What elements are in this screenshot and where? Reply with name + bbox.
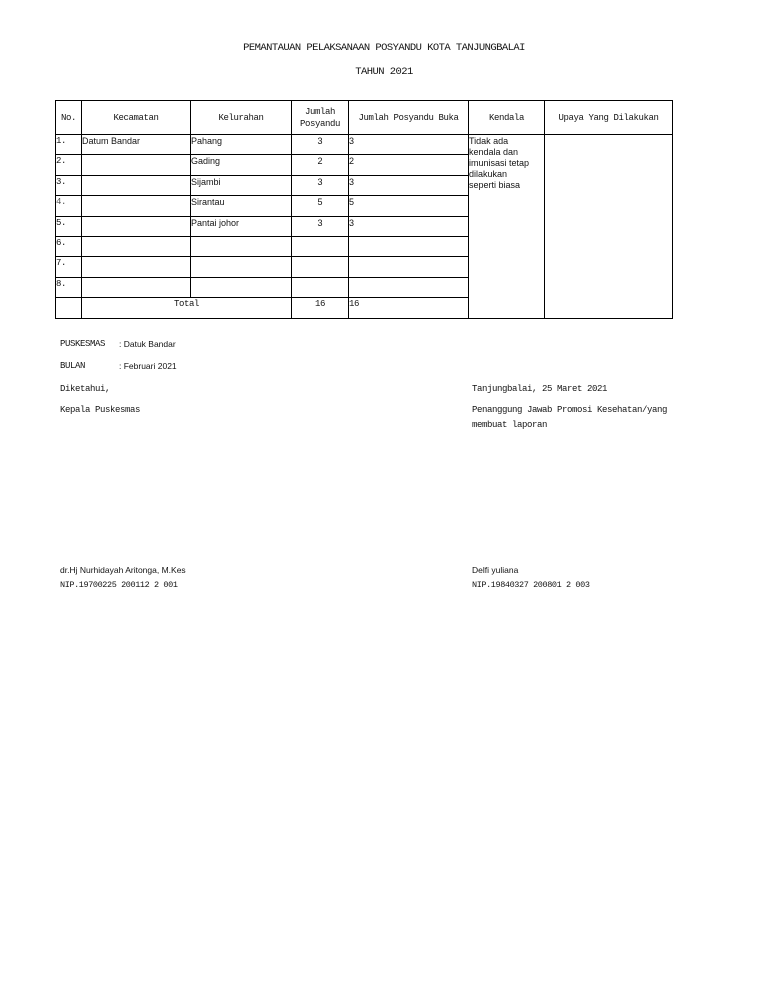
row-number: 1. bbox=[56, 135, 82, 155]
kendala-line: imunisasi tetap bbox=[469, 158, 530, 168]
row-number: 4. bbox=[56, 196, 82, 216]
kelurahan-cell bbox=[191, 257, 292, 277]
header-kendala: Kendala bbox=[469, 101, 545, 135]
row-number: 8. bbox=[56, 277, 82, 297]
header-no: No. bbox=[56, 101, 82, 135]
kecamatan-cell bbox=[82, 196, 191, 216]
total-blank-cell bbox=[56, 298, 82, 318]
right-signatory-nip: NIP.19840327 200801 2 003 bbox=[472, 580, 590, 590]
kelurahan-cell: Sirantau bbox=[191, 196, 292, 216]
total-jumlah-posyandu: 16 bbox=[292, 298, 349, 318]
posyandu-buka-cell: 5 bbox=[349, 196, 469, 216]
document-year: TAHUN 2021 bbox=[355, 66, 413, 78]
row-number: 6. bbox=[56, 236, 82, 256]
jumlah-posyandu-cell bbox=[292, 257, 349, 277]
kecamatan-cell bbox=[82, 277, 191, 297]
kendala-line: dilakukan bbox=[469, 169, 508, 179]
header-kelurahan: Kelurahan bbox=[191, 101, 292, 135]
jumlah-posyandu-cell: 3 bbox=[292, 216, 349, 236]
kendala-line: Tidak ada bbox=[469, 136, 509, 146]
bulan-value: : Februari 2021 bbox=[119, 361, 177, 371]
document-title: PEMANTAUAN PELAKSANAAN POSYANDU KOTA TANJUNGBALAI bbox=[243, 42, 525, 54]
jumlah-posyandu-cell: 3 bbox=[292, 175, 349, 195]
header-posyandu-buka: Jumlah Posyandu Buka bbox=[349, 101, 469, 135]
posyandu-buka-cell: 3 bbox=[349, 175, 469, 195]
posyandu-buka-cell bbox=[349, 257, 469, 277]
acknowledged-label: Diketahui, bbox=[60, 384, 111, 394]
kecamatan-cell bbox=[82, 257, 191, 277]
header-kecamatan: Kecamatan bbox=[82, 101, 191, 135]
jumlah-posyandu-cell bbox=[292, 236, 349, 256]
row-number: 7. bbox=[56, 257, 82, 277]
row-number: 3. bbox=[56, 175, 82, 195]
kecamatan-cell bbox=[82, 216, 191, 236]
kendala-cell bbox=[469, 135, 545, 319]
header-upaya: Upaya Yang Dilakukan bbox=[545, 101, 673, 135]
jumlah-posyandu-cell: 3 bbox=[292, 135, 349, 155]
table-row bbox=[56, 135, 673, 155]
posyandu-buka-cell: 2 bbox=[349, 155, 469, 175]
puskesmas-label: PUSKESMAS bbox=[60, 339, 106, 349]
left-signatory-nip: NIP.19700225 200112 2 001 bbox=[60, 580, 178, 590]
kelurahan-cell: Gading bbox=[191, 155, 292, 175]
kecamatan-cell: Datum Bandar bbox=[82, 135, 191, 155]
kelurahan-cell: Sijambi bbox=[191, 175, 292, 195]
jumlah-posyandu-cell: 5 bbox=[292, 196, 349, 216]
total-posyandu-buka: 16 bbox=[349, 298, 469, 318]
posyandu-buka-cell bbox=[349, 277, 469, 297]
table-header-row bbox=[56, 101, 673, 135]
kelurahan-cell: Pahang bbox=[191, 135, 292, 155]
kecamatan-cell bbox=[82, 236, 191, 256]
kendala-line: kendala dan bbox=[469, 147, 519, 157]
jumlah-posyandu-cell bbox=[292, 277, 349, 297]
header-jumlah-posyandu: Jumlah Posyandu bbox=[292, 101, 349, 135]
kelurahan-cell: Pantai johor bbox=[191, 216, 292, 236]
place-date: Tanjungbalai, 25 Maret 2021 bbox=[472, 384, 608, 394]
total-label: Total bbox=[82, 298, 292, 318]
posyandu-table bbox=[55, 100, 673, 319]
posyandu-buka-cell: 3 bbox=[349, 216, 469, 236]
right-signatory-role-line2: membuat laporan bbox=[472, 420, 548, 430]
kelurahan-cell bbox=[191, 236, 292, 256]
left-signatory-role: Kepala Puskesmas bbox=[60, 405, 141, 415]
left-signatory-name: dr.Hj Nurhidayah Aritonga, M.Kes bbox=[60, 565, 186, 575]
jumlah-posyandu-cell: 2 bbox=[292, 155, 349, 175]
kendala-line: seperti biasa bbox=[469, 180, 521, 190]
posyandu-buka-cell bbox=[349, 236, 469, 256]
upaya-cell bbox=[545, 135, 673, 319]
posyandu-buka-cell: 3 bbox=[349, 135, 469, 155]
row-number: 2. bbox=[56, 155, 82, 175]
kelurahan-cell bbox=[191, 277, 292, 297]
right-signatory-name: Delfi yuliana bbox=[472, 565, 519, 575]
kecamatan-cell bbox=[82, 155, 191, 175]
puskesmas-value: : Datuk Bandar bbox=[119, 339, 176, 349]
bulan-label: BULAN bbox=[60, 361, 86, 371]
right-signatory-role-line1: Penanggung Jawab Promosi Kesehatan/yang bbox=[472, 405, 668, 415]
row-number: 5. bbox=[56, 216, 82, 236]
kecamatan-cell bbox=[82, 175, 191, 195]
